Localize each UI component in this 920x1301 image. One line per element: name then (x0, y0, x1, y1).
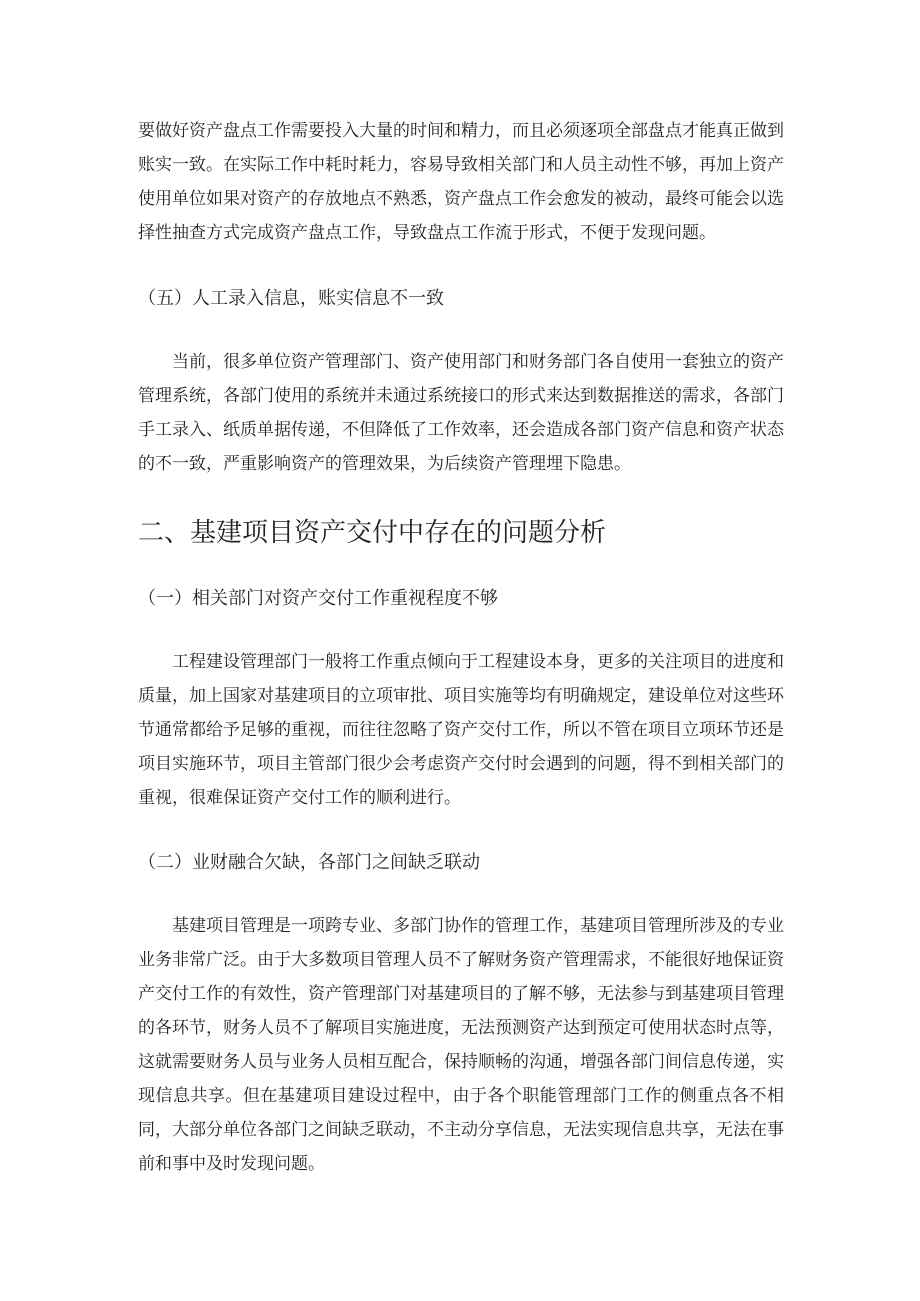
body-paragraph: 基建项目管理是一项跨专业、多部门协作的管理工作，基建项目管理所涉及的专业业务非常广泛。由于大多数项目管理人员不了解财务资产管理需求，不能很好地保证资产交付工作的有效性，资产管理部门对基建项目的了解不够，无法参与到基建项目管理的各环节，财务人员不了解项目实施进度，无法预测资产达到预定可使用状态时点等，这就需要财务人员与业务人员相互配合，保持顺畅的沟通，增强各部门间信息传递，实现信息共享。但在基建项目建设过程中，由于各个职能管理部门工作的侧重点各不相同，大部分单位各部门之间缺乏联动，不主动分享信息，无法实现信息共享，无法在事前和事中及时发现问题。 (138, 916, 784, 1174)
body-paragraph: 工程建设管理部门一般将工作重点倾向于工程建设本身，更多的关注项目的进度和质量，加上国家对基建项目的立项审批、项目实施等均有明确规定，建设单位对这些环节通常都给予足够的重视，而往往忽略了资产交付工作，所以不管在项目立项环节还是项目实施环节，项目主管部门很少会考虑资产交付时会遇到的问题，得不到相关部门的重视，很难保证资产交付工作的顺利进行。 (138, 652, 784, 808)
chapter-heading: 二、基建项目资产交付中存在的问题分析 (138, 518, 607, 548)
section-heading-2: （二）业财融合欠缺，各部门之间缺乏联动 (138, 852, 480, 873)
section-heading-1: （一）相关部门对资产交付工作重视程度不够 (138, 588, 498, 609)
body-paragraph: 要做好资产盘点工作需要投入大量的时间和精力，而且必须逐项全部盘点才能真正做到账实一致。在实际工作中耗时耗力，容易导致相关部门和人员主动性不够，再加上资产使用单位如果对资产的存放地点不熟悉，资产盘点工作会愈发的被动，最终可能会以选择性抽查方式完成资产盘点工作，导致盘点工作流于形式，不便于发现问题。 (138, 121, 784, 243)
body-paragraph: 当前，很多单位资产管理部门、资产使用部门和财务部门各自使用一套独立的资产管理系统，各部门使用的系统并未通过系统接口的形式来达到数据推送的需求，各部门手工录入、纸质单据传递，不但降低了工作效率，还会造成各部门资产信息和资产状态的不一致，严重影响资产的管理效果，为后续资产管理埋下隐患。 (138, 352, 784, 474)
section-heading-5: （五）人工录入信息，账实信息不一致 (138, 288, 444, 309)
